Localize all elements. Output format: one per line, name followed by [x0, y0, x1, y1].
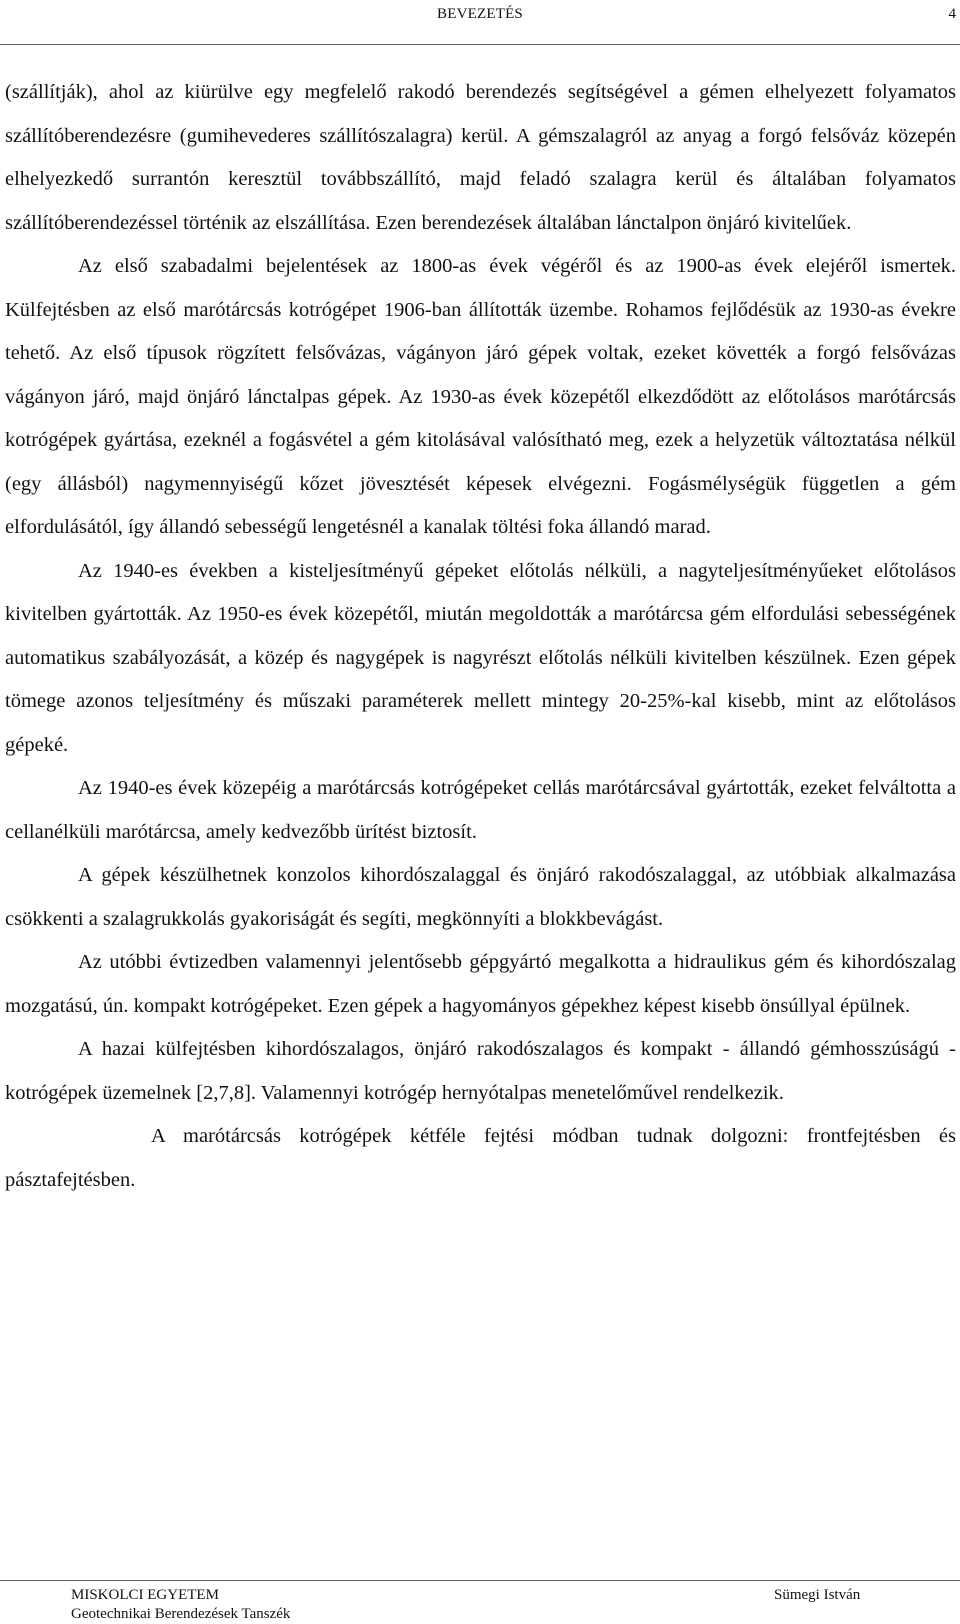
page-number: 4 — [948, 6, 956, 22]
footer-department: Geotechnikai Berendezések Tanszék — [71, 1606, 291, 1622]
paragraph-mining-modes: A marótárcsás kotrógépek kétféle fejtési módban tudnak dolgozni: frontfejtésben és pásztafejtésben. — [5, 1125, 956, 1191]
paragraph-compact-excavators: Az utóbbi évtizedben valamennyi jelentősebb gépgyártó megalkotta a hidraulikus gém és kihordószalag mozgatású, ún. kompakt kotrógépeket. Ezen gépek a hagyományos gépekhez képest kisebb önsúllyal épülnek. — [5, 951, 956, 1017]
paragraph-cellless-wheel: Az 1940-es évek közepéig a marótárcsás kotrógépeket cellás marótárcsával gyártották, ezeket felváltotta a cellanélküli marótárcsa, amely kedvezőbb ürítést biztosít. — [5, 777, 956, 843]
paragraph-continuation: (szállítják), ahol az kiürülve egy megfelelő rakodó berendezés segítségével a gémen elhelyezett folyamatos szállítóberendezésre (gumihevederes szállítószalagra) kerül. A gémszalagról az anyag a forgó felsőváz közepén elhelyezkedő surrantón keresztül továbbszállító, majd feladó szalagra kerül és általában folyamatos szállítóberendezéssel történik az elszállítása. Ezen berendezések általában lánctalpon önjáró kivitelűek. — [5, 81, 956, 234]
paragraph-history: Az első szabadalmi bejelentések az 1800-as évek végéről és az 1900-as évek elejéről ismertek. Külfejtésben az első marótárcsás kotrógépet 1906-ban állították üzembe. Rohamos fejlődésük az 1930-as évekre tehető. Az első típusok rögzített felsővázas, vágányon járó gépek voltak, ezeket követték a forgó felsővázas vágányon járó, majd önjáró lánctalpas gépek. Az 1930-as évek közepétől elkezdődött az előtolásos marótárcsás kotrógépek gyártása, ezeknél a fogásvétel a gém kitolásával valósítható meg, ezek a helyzetük változtatása nélkül (egy állásból) nagymennyiségű kőzet jövesztését képesek elvégezni. Fogásmélységük független a gém elfordulásától, így állandó sebességű lengetésnél a kanalak töltési foka állandó marad. — [5, 255, 956, 538]
page-footer — [0, 1580, 960, 1622]
footer-institution-block — [71, 1586, 290, 1624]
footer-institution: MISKOLCI EGYETEM — [71, 1587, 219, 1603]
paragraph-domestic-machines: A hazai külfejtésben kihordószalagos, önjáró rakodószalagos és kompakt - állandó gémhosszúságú - kotrógépek üzemelnek [2,7,8]. Valamennyi kotrógép hernyótalpas menetelőművel rendelkezik. — [5, 1038, 956, 1104]
body-text — [5, 71, 956, 1202]
page-header — [0, 0, 960, 45]
paragraph-conveyor-options: A gépek készülhetnek konzolos kihordószalaggal és önjáró rakodószalaggal, az utóbbiak alkalmazása csökkenti a szalagrukkolás gyakoriságát és segíti, megkönnyíti a blokkbevágást. — [5, 864, 956, 930]
running-header-title: BEVEZETÉS — [437, 6, 523, 22]
paragraph-1940s-development: Az 1940-es években a kisteljesítményű gépeket előtolás nélküli, a nagyteljesítményűeket előtolásos kivitelben gyártották. Az 1950-es évek közepétől, miután megoldották a marótárcsa gém elfordulási sebességének automatikus szabályozását, a közép és nagygépek is nagyrészt előtolás nélküli kivitelben készülnek. Ezen gépek tömege azonos teljesítmény és műszaki paraméterek mellett mintegy 20-25%-kal kisebb, mint az előtolásos gépeké. — [5, 559, 956, 756]
footer-divider — [0, 1580, 960, 1581]
footer-author: Sümegi István — [774, 1587, 861, 1603]
